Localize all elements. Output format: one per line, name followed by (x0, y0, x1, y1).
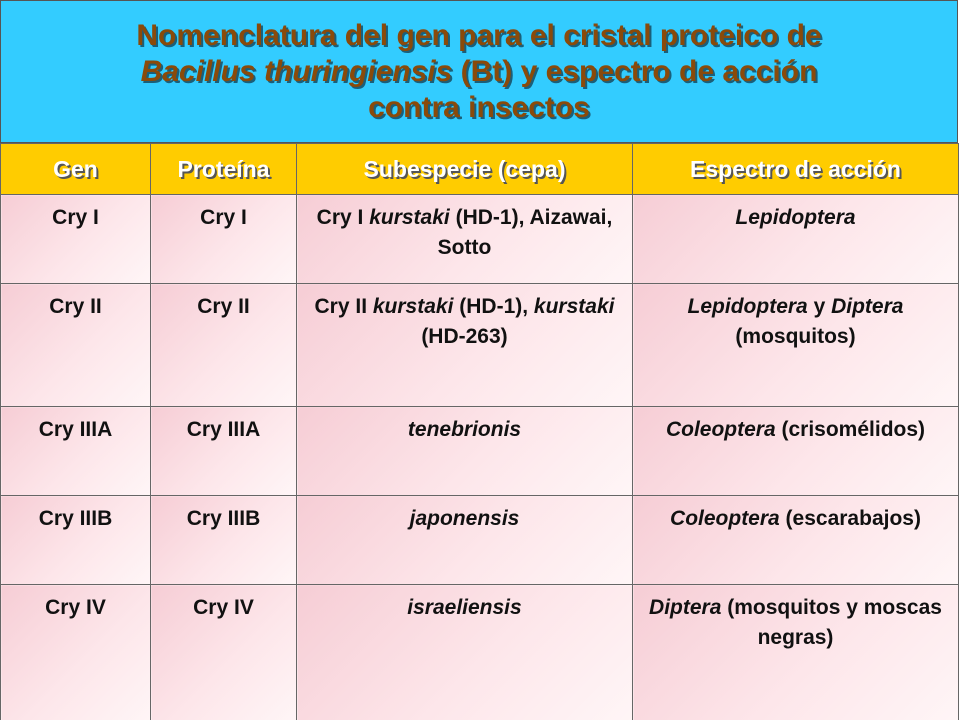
header-gen: Gen (1, 144, 151, 195)
cell-subespecie (297, 407, 633, 496)
table-row (1, 195, 959, 284)
header-espectro: Espectro de acción (633, 144, 959, 195)
cell-text-segment: (mosquitos y moscas negras) (721, 596, 942, 649)
table-header-row (1, 144, 959, 195)
cell-subespecie (297, 496, 633, 585)
cell-text-segment: Coleoptera (665, 418, 776, 441)
cell-text-segment: Cry I (316, 206, 370, 229)
table-row (1, 496, 959, 585)
cell-gen: Cry IV (1, 585, 151, 720)
cell-text-segment: israeliensis (407, 596, 522, 619)
table-row (1, 407, 959, 496)
title-line-1: Nomenclatura del gen para el cristal proteico de (136, 18, 822, 52)
cell-espectro (633, 407, 959, 496)
cell-proteina: Cry IV (151, 585, 297, 720)
table-row (1, 284, 959, 407)
title-species: Bacillus thuringiensis (140, 54, 453, 88)
nomenclature-table (0, 143, 959, 720)
header-proteina: Proteína (151, 144, 297, 195)
cell-text-segment: (HD-263) (421, 325, 508, 348)
cell-text-segment: Cry II (314, 295, 373, 318)
title-line-3: contra insectos (368, 90, 590, 124)
title-box (0, 0, 958, 143)
cell-text-segment: kurstaki (372, 295, 454, 318)
cell-text-segment: tenebrionis (407, 418, 522, 441)
cell-espectro (633, 585, 959, 720)
header-subespecie: Subespecie (cepa) (297, 144, 633, 195)
cell-gen: Cry IIIB (1, 496, 151, 585)
cell-text-segment: (HD-1), (453, 295, 534, 318)
cell-gen: Cry I (1, 195, 151, 284)
cell-proteina: Cry IIIA (151, 407, 297, 496)
cell-text-segment: (HD-1), Aizawai, Sotto (437, 206, 613, 259)
cell-proteina: Cry II (151, 284, 297, 407)
cell-text-segment: kurstaki (533, 295, 615, 318)
cell-text-segment: y (807, 295, 832, 318)
cell-subespecie (297, 284, 633, 407)
cell-text-segment: Diptera (831, 295, 904, 318)
cell-espectro (633, 195, 959, 284)
table-row (1, 585, 959, 720)
cell-proteina: Cry IIIB (151, 496, 297, 585)
cell-gen: Cry IIIA (1, 407, 151, 496)
cell-text-segment: Lepidoptera (735, 206, 856, 229)
cell-text-segment: kurstaki (369, 206, 450, 229)
cell-text-segment: (mosquitos) (735, 325, 856, 348)
cell-subespecie (297, 585, 633, 720)
cell-text-segment: Diptera (649, 596, 722, 619)
cell-text-segment: Lepidoptera (687, 295, 808, 318)
cell-subespecie (297, 195, 633, 284)
cell-proteina: Cry I (151, 195, 297, 284)
cell-gen: Cry II (1, 284, 151, 407)
cell-espectro (633, 496, 959, 585)
title-line-2: (Bt) y espectro de acción (452, 54, 818, 88)
cell-text-segment: japonensis (409, 507, 520, 530)
cell-espectro (633, 284, 959, 407)
cell-text-segment: Coleoptera (670, 507, 780, 530)
cell-text-segment: (escarabajos) (779, 507, 921, 530)
cell-text-segment: (crisomélidos) (775, 418, 926, 441)
slide-title (29, 18, 929, 126)
